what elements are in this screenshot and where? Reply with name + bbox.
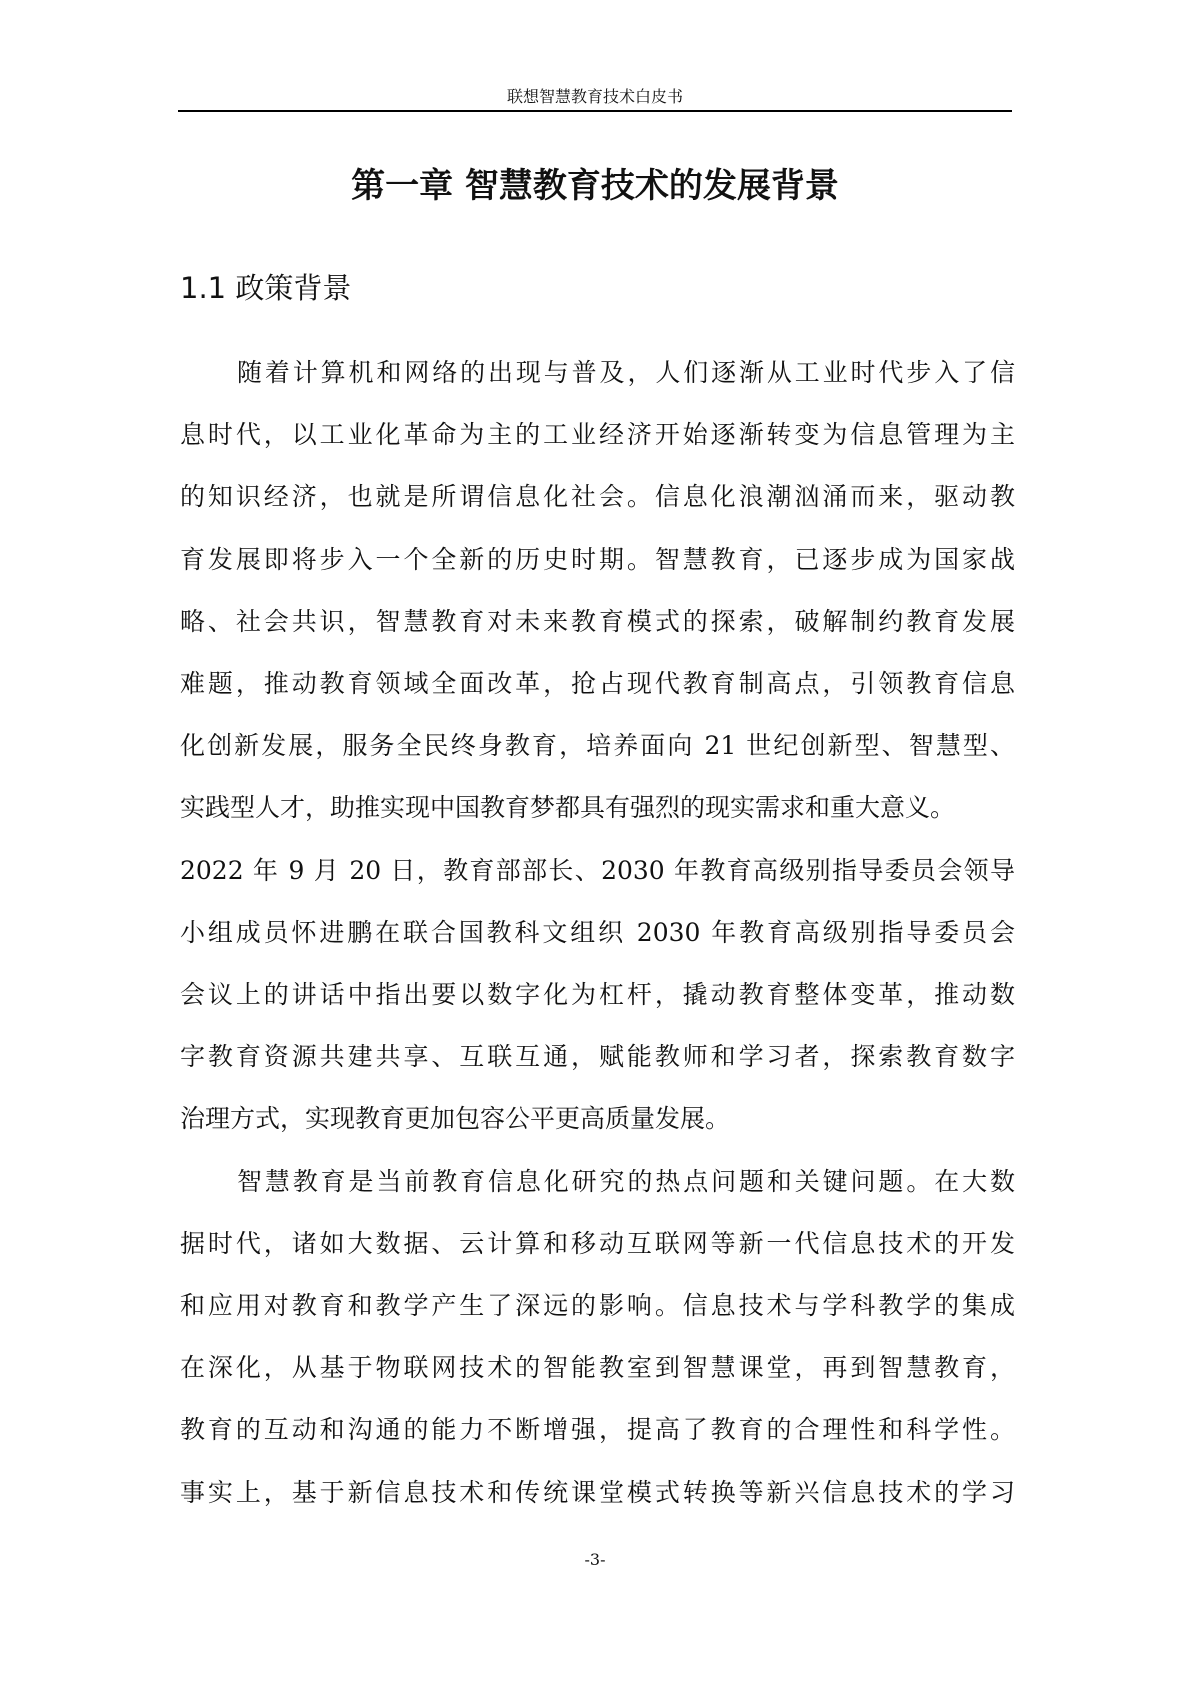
running-header: 联想智慧教育技术白皮书: [506, 87, 683, 106]
text-line: 化创新发展，服务全民终身教育，培养面向 21 世纪创新型、智慧型、: [180, 731, 1015, 760]
text-line: 息时代，以工业化革命为主的工业经济开始逐渐转变为信息管理为主: [180, 420, 1015, 449]
text-line: 字教育资源共建共享、互联互通，赋能教师和学习者，探索教育数字: [180, 1042, 1015, 1071]
text-line: 教育的互动和沟通的能力不断增强，提高了教育的合理性和科学性。: [180, 1415, 1015, 1444]
text-line: 事实上，基于新信息技术和传统课堂模式转换等新兴信息技术的学习: [180, 1478, 1015, 1507]
text-line: 小组成员怀进鹏在联合国教科文组织 2030 年教育高级别指导委员会: [180, 918, 1015, 947]
text-line: 难题，推动教育领域全面改革，抢占现代教育制高点，引领教育信息: [180, 669, 1015, 698]
text-line: 在深化，从基于物联网技术的智能教室到智慧课堂，再到智慧教育，: [180, 1353, 1015, 1382]
page-number: -3-: [584, 1550, 606, 1569]
text-line: 随着计算机和网络的出现与普及，人们逐渐从工业时代步入了信: [237, 358, 1015, 387]
text-line: 会议上的讲话中指出要以数字化为杠杆，撬动教育整体变革，推动数: [180, 980, 1015, 1009]
text-line: 的知识经济，也就是所谓信息化社会。信息化浪潮汹涌而来，驱动教: [180, 482, 1015, 511]
text-line: 2022 年 9 月 20 日，教育部部长、2030 年教育高级别指导委员会领导: [180, 856, 1015, 885]
text-line: 育发展即将步入一个全新的历史时期。智慧教育，已逐步成为国家战: [180, 545, 1015, 574]
text-line: 治理方式，实现教育更加包容公平更高质量发展。: [180, 1104, 731, 1133]
section-heading: 1.1 政策背景: [180, 271, 352, 305]
chapter-title: 第一章 智慧教育技术的发展背景: [351, 166, 839, 206]
text-line: 实践型人才，助推实现中国教育梦都具有强烈的现实需求和重大意义。: [180, 793, 956, 822]
text-line: 和应用对教育和教学产生了深远的影响。信息技术与学科教学的集成: [180, 1291, 1015, 1320]
text-line: 略、社会共识，智慧教育对未来教育模式的探索，破解制约教育发展: [180, 607, 1015, 636]
text-line: 据时代，诸如大数据、云计算和移动互联网等新一代信息技术的开发: [180, 1229, 1015, 1258]
header-divider: [178, 110, 1012, 112]
text-line: 智慧教育是当前教育信息化研究的热点问题和关键问题。在大数: [237, 1167, 1015, 1196]
